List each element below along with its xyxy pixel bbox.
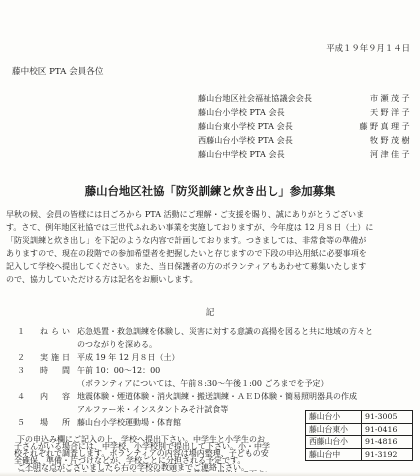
detail-number: １: [17, 327, 25, 336]
contact-phone: 91-3192: [362, 448, 413, 461]
instruction-line: 下の申込み欄にご記入の上、学校へ提出下さい。中学生と小学生のお: [17, 435, 265, 444]
issue-date: 平成１９年９月１４日: [326, 43, 410, 53]
sender-org: 藤山台小学校 PTA 会長: [198, 107, 285, 117]
detail-label: ねらい: [40, 327, 73, 336]
detail-continuation: のつながりを深める。: [77, 340, 157, 349]
detail-number: ４: [17, 392, 25, 401]
intro-line: 早秋の候、会員の皆様には日ごろから PTA 活動にご理解・ご支援を賜り、誠にありがとうございま: [6, 210, 365, 219]
contact-school: 藤山台中: [306, 448, 362, 461]
detail-label: 時 間: [40, 366, 73, 375]
detail-item: [0, 365, 420, 377]
sender-org: 藤山台地区社会福祉協議会会長: [198, 93, 313, 103]
instruction-line: 子さんがいる場合には、中学校、小学校別で提出して下さい。小・中学: [14, 442, 270, 451]
detail-continuation: アルファー米・インスタントみそ汁試食等: [77, 405, 229, 414]
contact-school: 西藤山台小: [306, 436, 362, 449]
contact-school: 藤山台東小: [306, 423, 362, 436]
ki-heading: 記: [205, 308, 215, 318]
sender-name: 河津佳子: [370, 149, 412, 159]
intro-line: 記入して学校へ提出してください。また、当日保護者の方のボランティアもあわせて募集いたします: [6, 262, 367, 271]
contact-row: [306, 411, 413, 424]
detail-value: 地震体験・煙道体験・消火訓練・搬送訓練・ＡＥＤ体験・簡易照明器具の作成: [77, 392, 357, 401]
instruction-line: 全確保、準備・片づけなどが、学校ごとに分担される予定です。: [14, 456, 246, 465]
notice-title: 藤山台地区社協「防災訓練と炊き出し」参加募集: [84, 184, 336, 198]
detail-label: 実施日: [40, 353, 73, 362]
detail-value: 午前 10：00～12：00: [77, 366, 161, 375]
intro-line: ありますので、現在の段階での参加希望者を把握したいと存じますので下段の申込用紙に必要事項を: [6, 249, 367, 258]
sender-row: [198, 107, 412, 118]
sender-row: [198, 149, 412, 160]
detail-value: 藤山台小学校運動場・体育館: [77, 418, 181, 427]
instruction-line: ご不明な点がございましたら右の学校の教頭までご連絡下さい。: [17, 463, 249, 472]
detail-label: 内 容: [40, 392, 73, 401]
intro-line: 「防災訓練と炊き出し」を下記のような内容で計画しております。つきましては、非常食等の準備が: [6, 236, 367, 245]
sender-row: [198, 135, 412, 146]
instruction-line: 校それぞれで調査します。ボランティアの内容は場内整理、子どもの安: [14, 449, 269, 458]
contact-phone: 91-0416: [362, 423, 413, 436]
sender-org: 藤山台中学校 PTA 会長: [198, 149, 285, 159]
sender-name: 天野洋子: [370, 107, 412, 117]
contact-phone: 91-4816: [362, 436, 413, 449]
sender-name: 市瀬茂子: [370, 93, 412, 103]
detail-item: [0, 352, 420, 364]
detail-number: ３: [17, 366, 25, 375]
contact-row: [306, 423, 413, 436]
detail-number: ５: [17, 418, 25, 427]
contact-row: [306, 436, 413, 449]
detail-value: 平成 19 年 12 月８日（土）: [77, 353, 180, 362]
contact-phone: 91-3005: [362, 411, 413, 424]
sender-name: 牧野茂樹: [370, 135, 412, 145]
detail-label: 場 所: [40, 418, 73, 427]
sender-org: 藤山台東小学校 PTA 会長: [198, 121, 293, 131]
detail-number: ２: [17, 353, 25, 362]
detail-item: [0, 326, 420, 338]
scan-edge: [0, 472, 420, 476]
intro-line: す。さて、例年地区社協では三世代ふれあい事業を実施しておりますが、今年度は 12 月８日（土）に: [6, 223, 374, 232]
sender-row: [198, 121, 412, 132]
sender-org: 西藤山台小学校 PTA 会長: [198, 135, 293, 145]
contact-school: 藤山台小: [306, 411, 362, 424]
school-contact-table: [305, 410, 413, 461]
sender-row: [198, 93, 412, 104]
intro-line: ので、協力していただける方は記名をお願いします。: [6, 275, 198, 284]
addressee: 藤中校区 PTA 会員各位: [12, 67, 104, 77]
contact-row: [306, 448, 413, 461]
detail-continuation: （ボランティアについては、午前８:30～午後１:00 ごろまでを予定）: [77, 379, 329, 388]
sender-name: 藤野真理子: [359, 121, 412, 131]
detail-value: 応急処置・救急訓練を体験し、災害に対する意識の高揚を図ると共に地域の方々と: [77, 327, 373, 336]
detail-item: [0, 391, 420, 403]
